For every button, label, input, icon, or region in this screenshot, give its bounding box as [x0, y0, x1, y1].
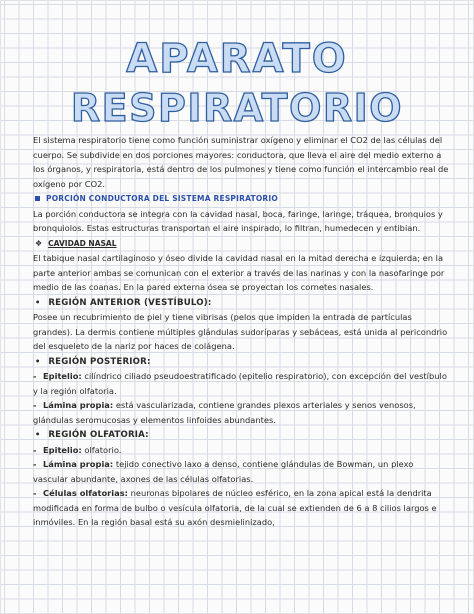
content-body — [33, 133, 449, 530]
list-item — [33, 486, 449, 530]
square-bullet-icon — [35, 196, 40, 201]
dot-bullet-icon: • — [35, 355, 41, 366]
term-label: Epitelio: — [43, 444, 82, 455]
cavidad-nasal-text: El tabique nasal cartilaginoso y óseo divide la cavidad nasal en la mitad derecha e izquierda; en la parte anterior ambas se comunican con el exterior a través de las narinas y con la nasofaringe por medio de las coanas. En la pared externa ósea se proyectan los cornetes nasales. — [33, 253, 445, 292]
term-text: neuronas bipolares de núcleo esférico, en la zona apical está la dendrita modificada en forma de bulbo o vesícula olfatoria, de la cual se extienden de 6 a 8 cilios largos e inmóviles. En la región basal está su axón desmielinizado, — [33, 488, 437, 527]
term-label: Lámina propia: — [43, 400, 114, 410]
title-line-1: APARATO — [126, 36, 348, 82]
term-label: Lámina propia: — [43, 459, 114, 469]
dash-bullet-icon: - — [33, 444, 37, 455]
dash-bullet-icon: - — [33, 400, 37, 410]
term-label: Epitelio: — [43, 371, 82, 381]
region-anterior-heading — [33, 295, 449, 311]
dash-bullet-icon: - — [33, 488, 37, 498]
region-olfatoria-title: REGIÓN OLFATORIA: — [48, 430, 149, 440]
diamond-bullet-icon: ❖ — [35, 238, 43, 248]
term-text: olfatorio. — [81, 444, 122, 455]
region-posterior-heading — [33, 354, 449, 370]
list-item — [33, 457, 449, 486]
cavidad-nasal-title: CAVIDAD NASAL — [48, 238, 117, 248]
section-conductora-text: La porción conductora se integra con la cavidad nasal, boca, faringe, laringe, tráquea, bronquios y bronquiolos. Estas estructuras transportan el aire inspirado, lo filtran, humedecen y entibian. — [33, 208, 443, 233]
dash-bullet-icon: - — [33, 459, 37, 469]
region-anterior-title: REGIÓN ANTERIOR (VESTÍBULO): — [48, 297, 212, 308]
list-item — [33, 443, 449, 458]
term-label: Células olfatorias: — [43, 488, 128, 498]
dot-bullet-icon: • — [35, 429, 41, 439]
term-text: tejido conectivo laxo a denso, contiene glándulas de Bowman, un plexo vascular abundante, axones de las células olfatorias. — [33, 459, 414, 484]
section-conductora-heading — [33, 191, 449, 207]
intro-paragraph: El sistema respiratorio tiene como función suministrar oxígeno y eliminar el CO2 de las células del cuerpo. Se subdivide en dos porciones mayores: conductora, que lleva el aire del medio externo a los órganos, y respiratoria, está dentro de los pulmones y tiene como función el intercambio real de oxígeno por CO2. — [33, 135, 449, 189]
cavidad-nasal-heading — [33, 236, 449, 252]
region-anterior-text: Posee un recubrimiento de piel y tiene vibrisas (pelos que impiden la entrada de partículas grandes). La dermis contiene múltiples glándulas sudoríparas y sebáceas, está unida al pericondrio del esqueleto de la nariz por haces de colágena. — [33, 312, 448, 351]
title-line-2: RESPIRATORIO — [70, 86, 404, 130]
section-conductora-title: PORCIÓN CONDUCTORA DEL SISTEMA RESPIRATORIO — [46, 194, 278, 203]
dash-bullet-icon: - — [33, 371, 37, 381]
term-text: cilíndrico ciliado pseudoestratificado (epitelio respiratorio), con excepción del vestíbulo y la región olfatoria. — [33, 371, 447, 396]
list-item — [33, 398, 449, 427]
region-olfatoria-heading — [33, 427, 449, 443]
term-text: está vascularizada, contiene grandes plexos arteriales y senos venosos, glándulas seromucosas y elementos linfoides abundantes. — [33, 400, 416, 425]
list-item — [33, 369, 449, 398]
dot-bullet-icon: • — [35, 296, 41, 307]
region-posterior-title: REGIÓN POSTERIOR: — [48, 356, 151, 367]
